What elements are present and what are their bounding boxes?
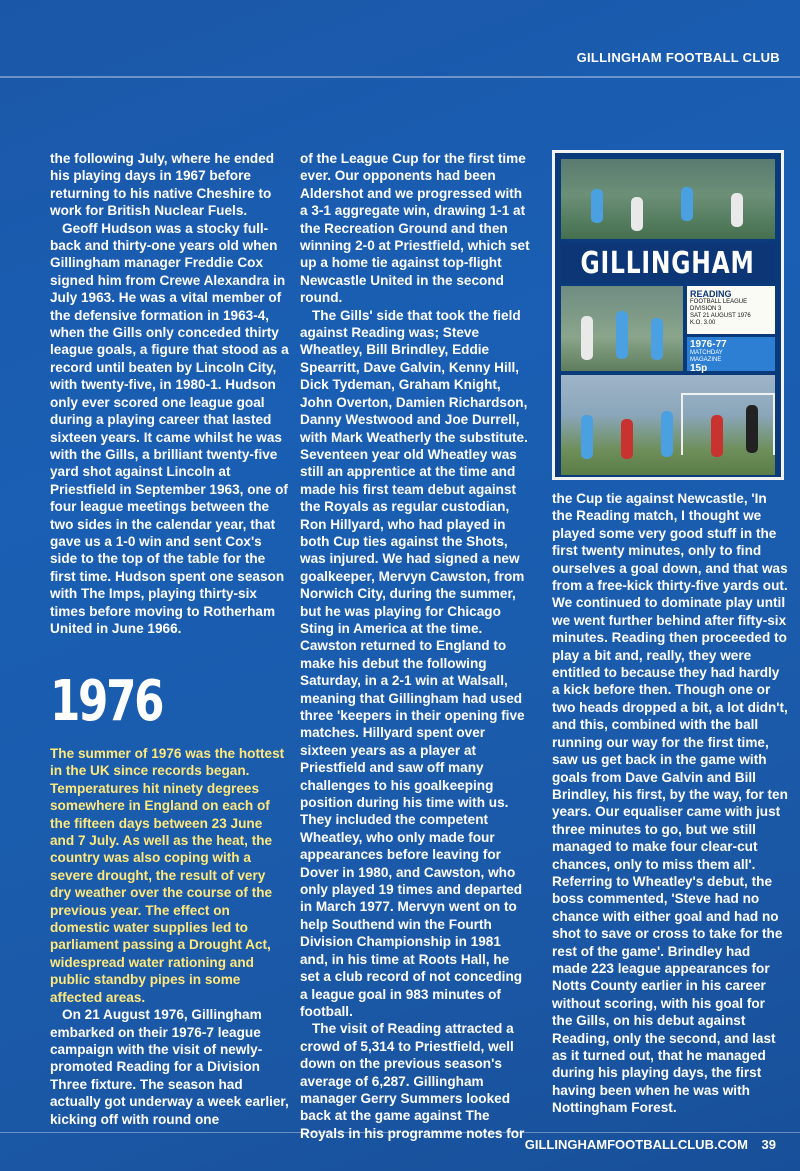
page-footer [525, 1137, 776, 1152]
paragraph: of the League Cup for the first time ever. Our opponents had been Aldershot and we progressed with a 3-1 aggregate win, drawing 1-1 at the Recreation Ground and then winning 2-0 at Priestfield, which set up a home tie against top-flight Newcastle United in the second round. [300, 151, 530, 306]
intro-paragraph: The summer of 1976 was the hottest in the UK since records began. Temperatures hit ninety degrees somewhere in England on each of the fifteen days between 23 June and 7 July. As well as the heat, the country was also coping with a severe drought, the result of very dry weather over the course of the previous year. The effect on domestic water supplies led to parliament passing a Drought Act, widespread water rationing and public standby pipes in some affected areas. [50, 746, 285, 1005]
section-heading: 1976 [50, 669, 163, 734]
header-divider [0, 76, 800, 78]
column-1-lower [50, 745, 290, 1128]
player-figure [711, 415, 723, 457]
programme-match-info [687, 286, 775, 334]
programme-photo-bottom [561, 375, 775, 475]
player-figure [651, 318, 663, 360]
column-1 [50, 150, 290, 637]
player-figure [661, 411, 673, 457]
programme-kickoff: K.O. 3.00 [690, 320, 716, 326]
programme-division: DIVISION 3 [690, 306, 722, 312]
player-figure [746, 405, 758, 453]
programme-price-panel [687, 337, 775, 374]
programme-title-band [561, 243, 775, 283]
player-figure [581, 415, 593, 459]
player-figure [621, 419, 633, 459]
player-figure [631, 197, 643, 231]
paragraph: the following July, where he ended his playing days in 1967 before returning to his native Cheshire to work for British Nuclear Fuels. [50, 151, 275, 219]
page-number: 39 [761, 1137, 776, 1152]
club-header: GILLINGHAM FOOTBALL CLUB [576, 50, 780, 65]
programme-opponent: READING [690, 289, 732, 299]
player-figure [581, 316, 593, 360]
paragraph: On 21 August 1976, Gillingham embarked on their 1976-7 league campaign with the visit of newly-promoted Reading for a Division Three fixture. The season had actually got underway a week earlier, kicking off with round one [50, 1007, 289, 1127]
player-figure [616, 311, 628, 359]
programme-photo-top [561, 159, 775, 239]
paragraph: the Cup tie against Newcastle, 'In the Reading match, I thought we played some very good stuff in the first twenty minutes, only to find ourselves a goal down, and that was from a free-kick thirty-five yards out. We continued to dominate play until we went further behind after fifty-six minutes. Reading then proceeded to play a bit and, really, they were entitled to because they had hardly a kick before then. Though one or two heads dropped a bit, a lot didn't, and this, combined with the ball running our way for the first time, saw us get back in the game with goals from Dave Galvin and Bill Brindley, his first, by the way, for ten years. Our equaliser came with just three minutes to go, but we still managed to make four clear-cut chances, only to miss them all'. Referring to Wheatley's debut, the boss commented, 'Steve had no chance with either goal and had no shot to save or cross to take for the rest of the game'. Brindley had made 223 league appearances for Notts County earlier in his career without scoring, with his goal for the Gills, on his debut against Reading, only the second, and last as it turned out, that he managed during his playing days, the first having been when he was with Nottingham Forest. [552, 491, 788, 1116]
paragraph: The Gills' side that took the field against Reading was; Steve Wheatley, Bill Brindley, Eddie Spearritt, Dave Galvin, Kenny Hill, Dick Tydeman, Graham Knight, John Overton, Damien Richardson, Danny Westwood and Joe Durrell, with Mark Weatherly the substitute. Seventeen year old Wheatley was still an apprentice at the time and made his first team debut against the Royals as regular custodian, Ron Hillyard, who had played in both Cup ties against the Shots, was injured. We had signed a new goalkeeper, Mervyn Cawston, from Norwich City, during the summer, but he was playing for Chicago Sting in America at the time. Cawston returned to England to make his debut the following Saturday, in a 2-1 win at Walsall, meaning that Gillingham had used three 'keepers in their opening five matches. Hillyard spent over sixteen years as a player at Priestfield and saw off many challenges to his goalkeeping position during his time with us. They included the competent Wheatley, who only made four appearances before leaving for Dover in 1980, and Cawston, who only played 19 times and departed in March 1977. Mervyn went on to help Southend win the Fourth Division Championship in 1981 and, in his time at Roots Hall, he set a club record of not conceding a league goal in 983 minutes of football. [300, 307, 528, 1019]
footer-divider [0, 1132, 800, 1133]
player-figure [591, 189, 603, 223]
programme-photo-middle [561, 286, 683, 371]
column-2 [300, 150, 530, 1142]
paragraph: The visit of Reading attracted a crowd of 5,314 to Priestfield, well down on the previous season's average of 6,287. Gillingham manager Gerry Summers looked back at the game against The Royals in his programme notes for [300, 1021, 525, 1141]
programme-cover-image [552, 150, 784, 480]
player-figure [731, 193, 743, 227]
column-3 [552, 490, 788, 1117]
goal-frame [681, 393, 775, 455]
paragraph: Geoff Hudson was a stocky full-back and thirty-one years old when Gillingham manager Freddie Cox signed him from Crewe Alexandra in July 1963. He was a vital member of the defensive formation in 1963-4, when the Gills only conceded thirty league goals, a figure that stood as a record until beaten by Lincoln City, with twenty-five, in 1980-1. Hudson only ever scored one league goal during a playing career that lasted sixteen years. It came whilst he was with the Gills, a brilliant twenty-five yard shot against Lincoln at Priestfield in September 1963, one of four league meetings between the two sides in the calendar year, that gave us a 1-0 win and sent Cox's side to the top of the table for the first time. Hudson spent one season with The Imps, playing thirty-six times before moving to Rotherham United in June 1966. [50, 220, 289, 636]
player-figure [681, 187, 693, 221]
programme-competition: FOOTBALL LEAGUE [690, 299, 748, 305]
programme-mag-line2: MAGAZINE [690, 357, 722, 363]
website-link[interactable]: GILLINGHAMFOOTBALLCLUB.COM [524, 1137, 748, 1152]
programme-date: SAT 21 AUGUST 1976 [690, 313, 751, 319]
programme-title: GILLINGHAM [580, 245, 756, 281]
programme-mag-line1: MATCHDAY [690, 350, 723, 356]
programme-price: 15p [690, 363, 708, 374]
programme-season: 1976-77 [690, 339, 727, 350]
